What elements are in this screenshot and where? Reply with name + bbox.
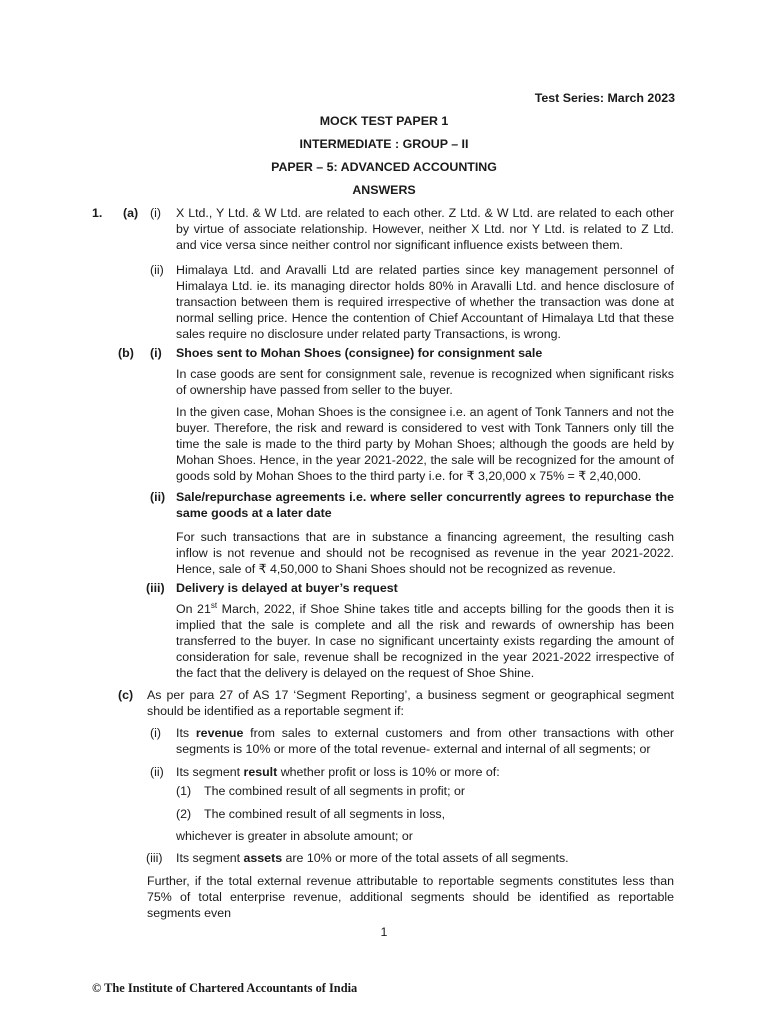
date-day: On 21	[176, 602, 211, 616]
part-b-ii-para: For such transactions that are in substance a financing agreement, the resulting cash inflow is not revenue and should not be recognised as revenue in the year 2021-2022. Hence, sale of ₹ 4,50,000 to Shani Shoes should not be recognized as revenue.	[176, 530, 674, 576]
part-c-iii-post: are 10% or more of the total assets of all segments.	[282, 851, 569, 865]
part-c-ii-bold: result	[243, 765, 278, 779]
paper-title-answers: ANSWERS	[352, 183, 416, 197]
part-a-i-label: (i)	[150, 206, 162, 220]
question-number: 1.	[92, 206, 103, 220]
part-b-i-para-2: In the given case, Mohan Shoes is the consignee i.e. an agent of Tonk Tanners and not the buyer. Therefore, the risk and reward is considered to vest with Tonk Tanners only till the time the sale is made to the third party by Mohan Shoes; although the goods are held by Mohan Shoes. Hence, in the year 2021-2022, the sale will be recognized for the amount of goods sold by Mohan Shoes to the third party i.e. for ₹ 3,20,000 x 75% = ₹ 2,40,000.	[176, 405, 674, 483]
part-b-i-label: (i)	[150, 346, 162, 360]
part-b-ii-heading: Sale/repurchase agreements i.e. where seller concurrently agrees to repurchase the same goods at a later date	[176, 490, 674, 520]
part-c-ii-2-text: The combined result of all segments in loss,	[204, 807, 446, 821]
part-c-ii-tail: whichever is greater in absolute amount; or	[176, 829, 413, 843]
part-b-iii-body: March, 2022, if Shoe Shine takes title and accepts billing for the goods then it is implied that the sale is complete and all the risk and rewards of ownership has been transferred to the buyer. In case no significant uncertainty exists regarding the amount of consideration for sale, revenue shall be recognized in the year 2021-2022 irrespective of the fact that the delivery is delayed on the request of Shoe Shine.	[176, 602, 674, 680]
part-b-iii-heading: Delivery is delayed at buyer’s request	[176, 581, 398, 595]
paper-title-subject: PAPER – 5: ADVANCED ACCOUNTING	[271, 160, 497, 174]
part-c-ii-1-label: (1)	[176, 784, 192, 798]
part-c-ii-1-text: The combined result of all segments in profit; or	[204, 784, 466, 798]
part-c-iii-text	[176, 850, 674, 866]
part-c-iii-bold: assets	[243, 851, 283, 865]
part-c-further: Further, if the total external revenue attributable to reportable segments constitutes less than 75% of total enterprise revenue, additional segments should be identified as reportable segments even	[147, 874, 674, 920]
part-c-i-label: (i)	[150, 726, 162, 740]
part-c-iii-pre: Its segment	[176, 851, 244, 865]
part-b-iii-label: (iii)	[146, 581, 165, 595]
part-a-i-text: X Ltd., Y Ltd. & W Ltd. are related to each other. Z Ltd. & W Ltd. are related to each other by virtue of associate relationship. However, neither X Ltd. nor Y Ltd. is related to Z Ltd. and vice versa since neither control nor significant influence exists between them.	[176, 206, 674, 252]
part-c-iii-label: (iii)	[146, 851, 163, 865]
part-c-ii-pre: Its segment	[176, 765, 244, 779]
part-c-ii-2-label: (2)	[176, 807, 192, 821]
part-c-i-post: from sales to external customers and from other transactions with other segments is 10% or more of the total revenue- external and internal of all segments; or	[176, 726, 674, 756]
date-suffix: st	[210, 600, 218, 610]
page-number: 1	[380, 925, 388, 939]
part-c-ii-label: (ii)	[150, 765, 164, 779]
part-b-label: (b)	[118, 346, 134, 360]
part-b-i-para-1: In case goods are sent for consignment sale, revenue is recognized when significant risks of ownership have passed from seller to the buyer.	[176, 367, 674, 397]
part-a-label: (a)	[123, 206, 139, 220]
part-c-i-pre: Its	[176, 726, 196, 740]
part-c-ii-post: whether profit or loss is 10% or more of:	[277, 765, 500, 779]
paper-title-group: INTERMEDIATE : GROUP – II	[299, 137, 469, 151]
part-c-intro: As per para 27 of AS 17 ‘Segment Reporting’, a business segment or geographical segment should be identified as a reportable segment if:	[147, 688, 674, 718]
part-b-ii-label: (ii)	[150, 490, 166, 504]
part-b-iii-para	[176, 601, 674, 681]
footer-copyright: © The Institute of Chartered Accountants of India	[92, 981, 358, 995]
paper-title-mock: MOCK TEST PAPER 1	[319, 114, 449, 128]
part-a-ii-text: Himalaya Ltd. and Aravalli Ltd are related parties since key management personnel of Himalaya Ltd. ie. its managing director holds 80% in Aravalli Ltd. and hence disclosure of transaction between them is required irrespective of whether the transaction was done at normal selling price. Hence the contention of Chief Accountant of Himalaya Ltd that these sales require no disclosure under related party Transactions, is wrong.	[176, 263, 674, 341]
test-series-label: Test Series: March 2023	[534, 91, 675, 105]
part-c-i-bold: revenue	[195, 726, 244, 740]
part-c-i-text	[176, 725, 674, 757]
part-a-ii-label: (ii)	[150, 263, 164, 277]
part-c-ii-text	[176, 764, 674, 780]
part-b-i-heading: Shoes sent to Mohan Shoes (consignee) for consignment sale	[176, 346, 543, 360]
part-c-label: (c)	[118, 688, 134, 702]
